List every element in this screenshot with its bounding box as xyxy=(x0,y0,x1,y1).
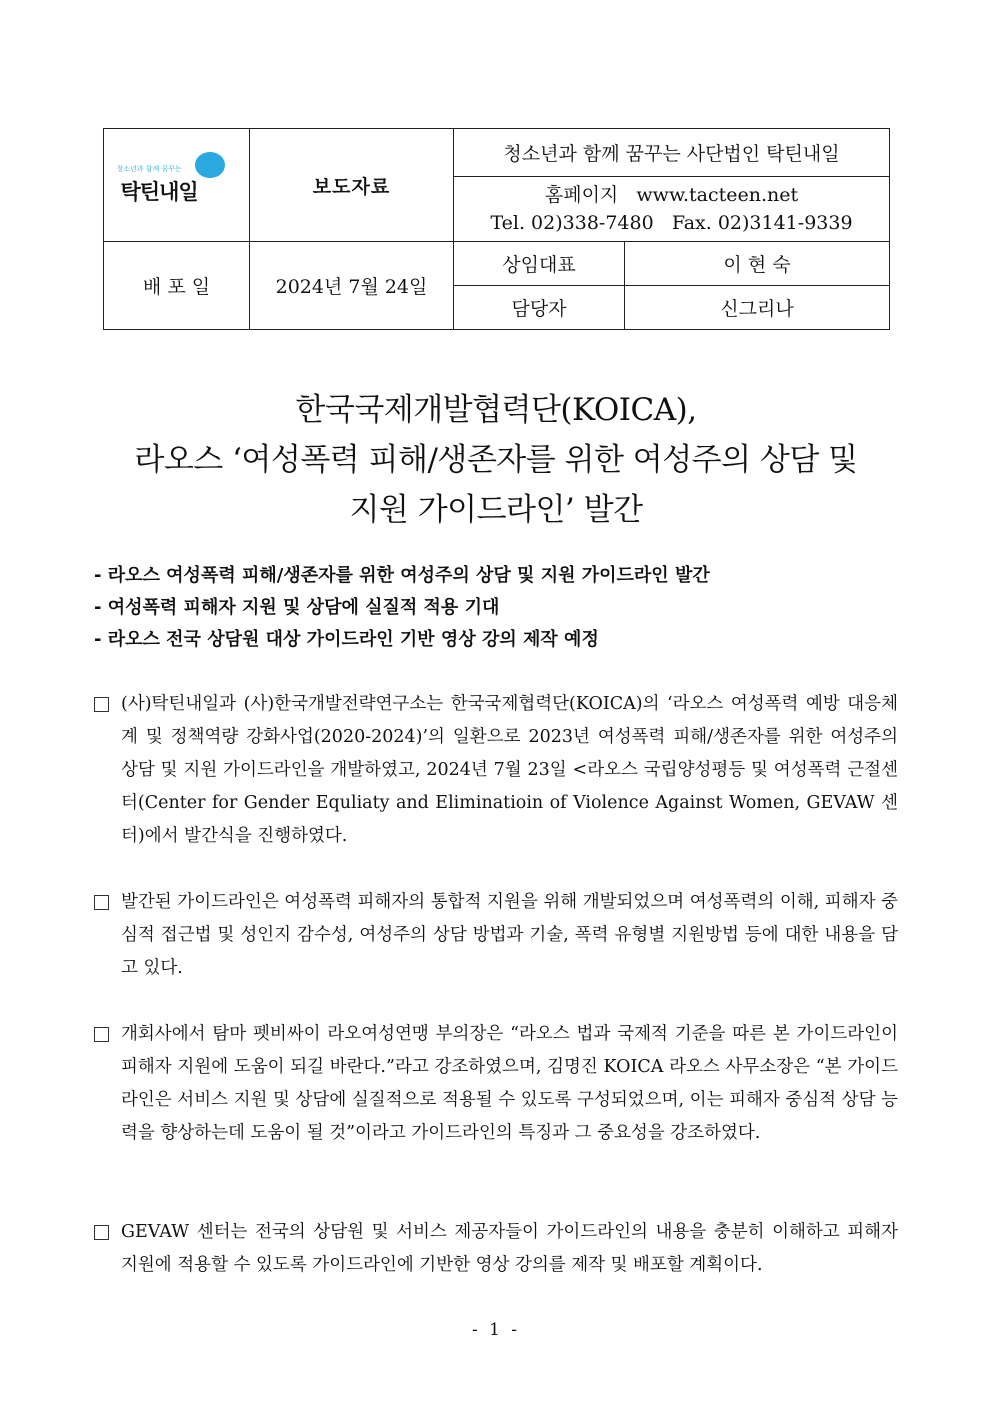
page-number: - 1 - xyxy=(471,1320,521,1340)
contact-name: 신그리나 xyxy=(625,286,890,330)
press-title xyxy=(60,385,932,535)
release-date: 2024년 7월 24일 xyxy=(250,242,454,330)
summary-bullet: - 라오스 여성폭력 피해/생존자를 위한 여성주의 상담 및 지원 가이드라인 발간 xyxy=(94,565,710,586)
contact-label: 담당자 xyxy=(454,286,625,330)
checkbox-square-icon xyxy=(94,895,109,910)
rep-label: 상임대표 xyxy=(454,242,625,286)
homepage-url[interactable]: www.tacteen.net xyxy=(636,184,799,206)
paragraph-4 xyxy=(94,1216,898,1282)
tel-number: Tel. 02)338-7480 xyxy=(490,212,654,234)
logo-name: 탁틴내일 xyxy=(120,180,198,204)
fax-number: Fax. 02)3141-9339 xyxy=(671,212,853,234)
contact-info xyxy=(454,177,890,242)
rep-name: 이 현 숙 xyxy=(625,242,890,286)
summary-bullet: - 여성폭력 피해자 지원 및 상담에 실질적 적용 기대 xyxy=(94,597,500,618)
release-label: 배 포 일 xyxy=(104,242,250,330)
header-table xyxy=(103,128,890,330)
logo-tagline: 청소년과 함께 꿈꾸는 xyxy=(116,165,182,173)
checkbox-square-icon xyxy=(94,1225,109,1240)
paragraph-1 xyxy=(94,688,898,853)
paragraph-3 xyxy=(94,1018,898,1150)
title-line-2: 라오스 ‘여성폭력 피해/생존자를 위한 여성주의 상담 및 xyxy=(134,442,858,478)
checkbox-square-icon xyxy=(94,697,109,712)
paragraph-text: 발간된 가이드라인은 여성폭력 피해자의 통합적 지원을 위해 개발되었으며 여성폭력의 이해, 피해자 중심적 접근법 및 성인지 감수성, 여성주의 상담 방법과 기술, 폭력 유형별 지원방법 등에 대한 내용을 담고 있다. xyxy=(121,892,898,978)
title-line-3: 지원 가이드라인’ 발간 xyxy=(349,492,643,528)
paragraph-2 xyxy=(94,886,898,985)
doc-type: 보도자료 xyxy=(250,129,454,242)
summary-bullets xyxy=(94,560,914,656)
summary-bullet: - 라오스 전국 상담원 대상 가이드라인 기반 영상 강의 제작 예정 xyxy=(94,629,599,650)
paragraph-text: 개회사에서 탐마 펫비싸이 라오여성연맹 부의장은 “라오스 법과 국제적 기준을 따른 본 가이드라인이 피해자 지원에 도움이 되길 바란다.”라고 강조하였으며, 김명진 KOICA 라오스 사무소장은 “본 가이드라인은 서비스 지원 및 상담에 실질적으로 적용될 수 있도록 구성되었으며, 이는 피해자 중심적 상담 능력을 향상하는데 도움이 될 것”이라고 가이드라인의 특징과 그 중요성을 강조하였다. xyxy=(121,1024,898,1143)
logo xyxy=(117,150,237,220)
org-name: 청소년과 함께 꿈꾸는 사단법인 탁틴내일 xyxy=(454,129,890,177)
checkbox-square-icon xyxy=(94,1027,109,1042)
paragraph-text: (사)탁틴내일과 (사)한국개발전략연구소는 한국국제협력단(KOICA)의 ‘라오스 여성폭력 예방 대응체계 및 정책역량 강화사업(2020-2024)’의 일환으로 2023년 여성폭력 피해/생존자를 위한 여성주의 상담 및 지원 가이드라인을 개발하였고, 2024년 7월 23일 <라오스 국립양성평등 및 여성폭력 근절센터(Center for Gender Equliaty and Eliminatioin of Violence Against Women, GEVAW 센터)에서 발간식을 진행하였다. xyxy=(121,694,898,846)
logo-cell xyxy=(104,129,250,242)
title-line-1: 한국국제개발협력단(KOICA), xyxy=(295,392,697,428)
paragraph-text: GEVAW 센터는 전국의 상담원 및 서비스 제공자들이 가이드라인의 내용을 충분히 이해하고 피해자 지원에 적용할 수 있도록 가이드라인에 기반한 영상 강의를 제작 및 배포할 계획이다. xyxy=(121,1222,898,1275)
homepage-label: 홈페이지 xyxy=(544,184,619,206)
